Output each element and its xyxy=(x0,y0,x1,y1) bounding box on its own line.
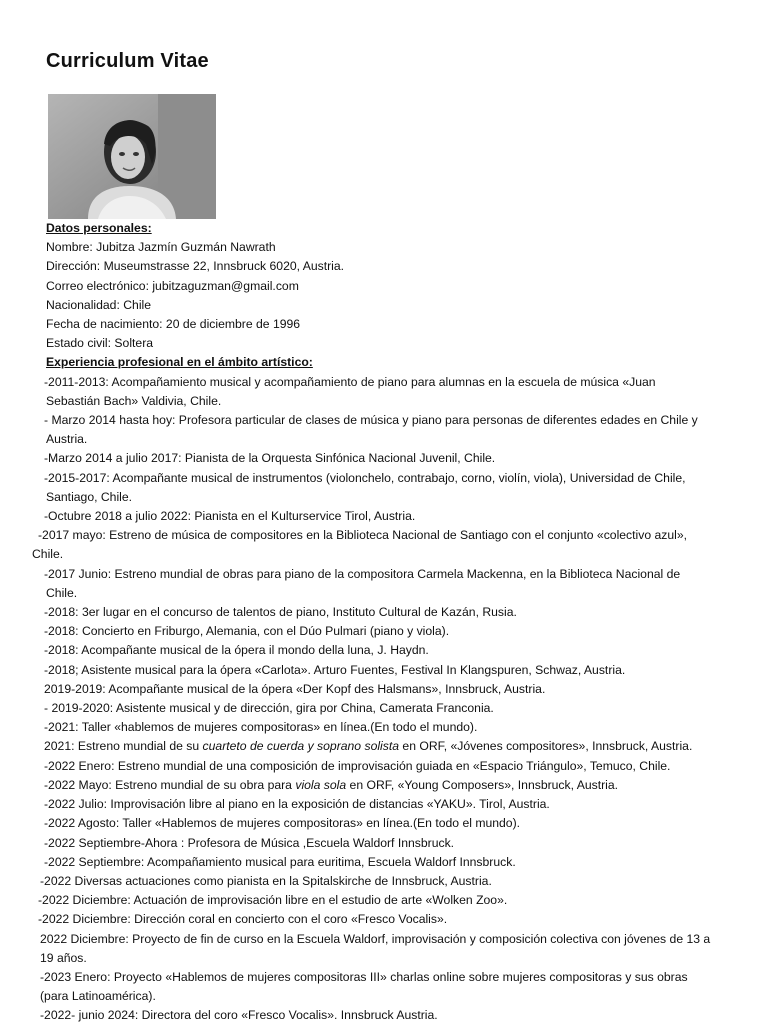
experience-item-text: -2018; Asistente musical para la ópera «Carlota». Arturo Fuentes, Festival In Klangspuren, Schwaz, Austria. xyxy=(44,662,626,677)
experience-item-text: -Marzo 2014 a julio 2017: Pianista de la Orquesta Sinfónica Nacional Juvenil, Chile. xyxy=(44,451,496,466)
experience-item-text: -2018: Concierto en Friburgo, Alemania, con el Dúo Pulmari (piano y viola). xyxy=(44,624,450,639)
experience-item xyxy=(44,373,768,411)
experience-item xyxy=(44,737,768,756)
experience-item-text-part: -2022 Mayo: Estreno mundial de su obra para xyxy=(44,777,296,792)
experience-item-text: -2021: Taller «hablemos de mujeres compositoras» en línea.(En todo el mundo). xyxy=(44,720,478,735)
experience-item-continuation: Chile. xyxy=(46,585,78,600)
experience-item xyxy=(44,814,768,833)
personal-civil-status: Estado civil: Soltera xyxy=(46,336,154,351)
experience-item-text: - Marzo 2014 hasta hoy: Profesora particular de clases de música y piano para personas de diferentes edades en Chile y xyxy=(44,413,698,428)
experience-item xyxy=(44,449,768,468)
experience-item-continuation: Austria. xyxy=(46,432,88,447)
experience-item-continuation: 19 años. xyxy=(40,950,87,965)
experience-item-text-part: en ORF, «Young Composers», Innsbruck, Austria. xyxy=(346,777,619,792)
experience-item xyxy=(44,834,768,853)
experience-item xyxy=(44,853,768,872)
experience-item-continuation: Chile. xyxy=(32,547,64,562)
experience-item-text: -2022 Diciembre: Dirección coral en concierto con el coro «Fresco Vocalis». xyxy=(38,912,448,927)
profile-photo xyxy=(48,94,216,219)
experience-item xyxy=(44,699,768,718)
experience-item xyxy=(44,680,768,699)
experience-item xyxy=(44,757,768,776)
experience-item xyxy=(44,718,768,737)
experience-item-continuation: Santiago, Chile. xyxy=(46,489,133,504)
personal-email: Correo electrónico: jubitzaguzman@gmail.com xyxy=(46,278,299,293)
experience-heading: Experiencia profesional en el ámbito artístico: xyxy=(46,355,313,370)
experience-item xyxy=(40,930,768,968)
experience-item xyxy=(44,469,768,507)
cv-content xyxy=(0,219,768,1026)
experience-item-text: 2022 Diciembre: Proyecto de fin de curso en la Escuela Waldorf, improvisación y composición colectiva con jóvenes de 13 a xyxy=(40,931,711,946)
experience-item-continuation: (para Latinoamérica). xyxy=(40,989,156,1004)
experience-item-text: -2022- junio 2024: Directora del coro «Fresco Vocalis». Innsbruck Austria. xyxy=(40,1008,438,1023)
work-title: viola sola xyxy=(295,777,347,792)
experience-item xyxy=(44,411,768,449)
experience-item-text: -2018: Acompañante musical de la ópera il mondo della luna, J. Haydn. xyxy=(44,643,429,658)
experience-item-text: -2022 Diciembre: Actuación de improvisación libre en el estudio de arte «Wolken Zoo». xyxy=(38,893,508,908)
experience-item-text: -2022 Diversas actuaciones como pianista en la Spitalskirche de Innsbruck, Austria. xyxy=(40,873,492,888)
experience-item xyxy=(44,776,768,795)
experience-item-text: -2015-2017: Acompañante musical de instrumentos (violonchelo, contrabajo, corno, violín, viola), Universidad de Chile, xyxy=(44,470,686,485)
personal-data-heading: Datos personales: xyxy=(46,221,152,235)
experience-item xyxy=(44,507,768,526)
experience-item xyxy=(44,641,768,660)
experience-item-continuation: Sebastián Bach» Valdivia, Chile. xyxy=(46,393,222,408)
experience-item-text: -2023 Enero: Proyecto «Hablemos de mujeres compositoras III» charlas online sobre mujeres compositoras y sus obras xyxy=(40,969,688,984)
work-title: cuarteto de cuerda y soprano solista xyxy=(202,739,400,754)
experience-item-text: -2022 Julio: Improvisación libre al piano en la exposición de distancias «YAKU». Tirol, Austria. xyxy=(44,797,550,812)
experience-item xyxy=(44,565,768,603)
experience-item xyxy=(40,1006,768,1025)
experience-item xyxy=(44,622,768,641)
experience-item-text: -2022 Enero: Estreno mundial de una composición de improvisación guiada en «Espacio Triángulo», Temuco, Chile. xyxy=(44,758,671,773)
personal-address: Dirección: Museumstrasse 22, Innsbruck 6020, Austria. xyxy=(46,259,345,274)
experience-item-text: -2022 Agosto: Taller «Hablemos de mujeres compositoras» en línea.(En todo el mundo). xyxy=(44,816,521,831)
experience-item xyxy=(40,968,768,1006)
experience-item xyxy=(40,872,768,891)
experience-item-text: -2022 Septiembre: Acompañamiento musical para euritima, Escuela Waldorf Innsbruck. xyxy=(44,854,516,869)
experience-item xyxy=(38,910,768,929)
experience-item-text: -2018: 3er lugar en el concurso de talentos de piano, Instituto Cultural de Kazán, Rusia. xyxy=(44,605,517,620)
document-title: Curriculum Vitae xyxy=(46,50,209,72)
experience-item-text: - 2019-2020: Asistente musical y de dirección, gira por China, Camerata Franconia. xyxy=(44,701,494,716)
experience-item-text xyxy=(44,776,738,795)
experience-item-text-part: en ORF, «Jóvenes compositores», Innsbruck, Austria. xyxy=(399,739,693,754)
experience-item-text: -2022 Septiembre-Ahora : Profesora de Música ,Escuela Waldorf Innsbruck. xyxy=(44,835,455,850)
personal-nationality: Nacionalidad: Chile xyxy=(46,297,152,312)
experience-item xyxy=(32,526,768,564)
experience-item xyxy=(44,795,768,814)
experience-item-text: -2017 mayo: Estreno de música de compositores en la Biblioteca Nacional de Santiago con el conjunto «colectivo azul», xyxy=(38,528,688,543)
experience-item-text: -Octubre 2018 a julio 2022: Pianista en el Kulturservice Tirol, Austria. xyxy=(44,509,416,524)
experience-item-text: 2019-2019: Acompañante musical de la ópera «Der Kopf des Halsmans», Innsbruck, Austria. xyxy=(44,681,546,696)
experience-item-text-part: 2021: Estreno mundial de su xyxy=(44,739,203,754)
experience-item xyxy=(44,661,768,680)
experience-item xyxy=(38,891,768,910)
experience-item-text xyxy=(44,737,738,756)
experience-item-text: -2017 Junio: Estreno mundial de obras para piano de la compositora Carmela Mackenna, en la Biblioteca Nacional de xyxy=(44,566,681,581)
personal-birthdate: Fecha de nacimiento: 20 de diciembre de 1996 xyxy=(46,317,301,332)
experience-item-text: -2011-2013: Acompañamiento musical y acompañamiento de piano para alumnas en la escuela de música «Juan xyxy=(44,374,656,389)
personal-name: Nombre: Jubitza Jazmín Guzmán Nawrath xyxy=(46,240,276,255)
experience-item xyxy=(44,603,768,622)
